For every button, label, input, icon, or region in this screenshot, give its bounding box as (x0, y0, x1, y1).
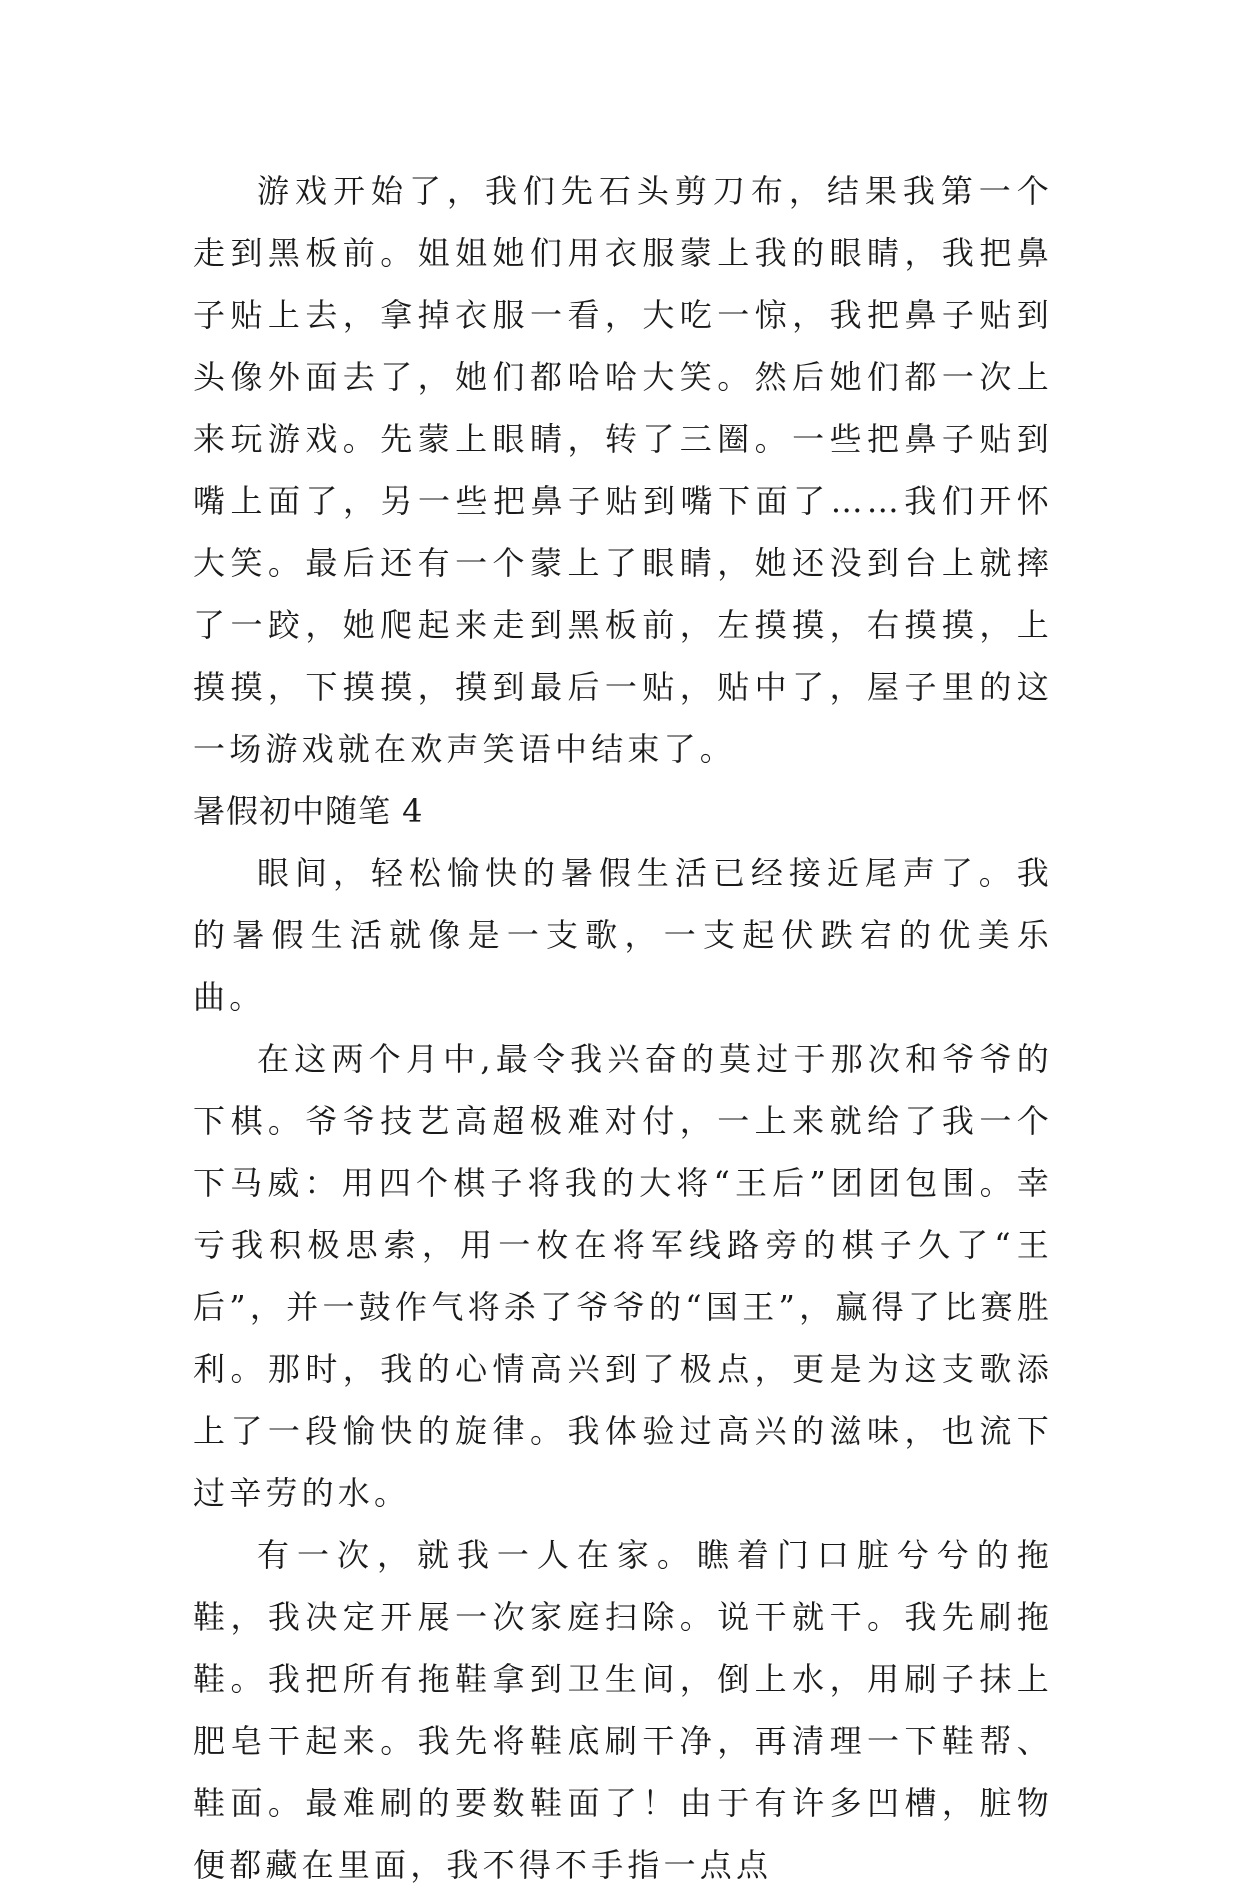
paragraph-chess: 在这两个月中,最令我兴奋的莫过于那次和爷爷的下棋。爷爷技艺高超极难对付，一上来就给了我一个下马威：用四个棋子将我的大将“王后”团团包围。幸亏我积极思索，用一枚在将军线路旁的棋子久了“王后”，并一鼓作气将杀了爷爷的“国王”，赢得了比赛胜利。那时，我的心情高兴到了极点，更是为这支歌添上了一段愉快的旋律。我体验过高兴的滋味，也流下过辛劳的水。 (193, 1040, 1053, 1512)
paragraph-game: 游戏开始了，我们先石头剪刀布，结果我第一个走到黑板前。姐姐她们用衣服蒙上我的眼睛，我把鼻子贴上去，拿掉衣服一看，大吃一惊，我把鼻子贴到头像外面去了，她们都哈哈大笑。然后她们都一次上来玩游戏。先蒙上眼睛，转了三圈。一些把鼻子贴到嘴上面了，另一些把鼻子贴到嘴下面了……我们开怀大笑。最后还有一个蒙上了眼睛，她还没到台上就摔了一跤，她爬起来走到黑板前，左摸摸，右摸摸，上摸摸，下摸摸，摸到最后一贴，贴中了，屋子里的这一场游戏就在欢声笑语中结束了。 (193, 172, 1053, 768)
paragraph-summer-intro: 眼间，轻松愉快的暑假生活已经接近尾声了。我的暑假生活就像是一支歌，一支起伏跌宕的优美乐曲。 (193, 854, 1053, 1016)
document-body (193, 160, 1053, 1896)
section-heading: 暑假初中随笔 4 (193, 792, 424, 830)
paragraph-cleaning: 有一次，就我一人在家。瞧着门口脏兮兮的拖鞋，我决定开展一次家庭扫除。说干就干。我先刷拖鞋。我把所有拖鞋拿到卫生间，倒上水，用刷子抹上肥皂干起来。我先将鞋底刷干净，再清理一下鞋帮、鞋面。最难刷的要数鞋面了！由于有许多凹槽，脏物便都藏在里面，我不得不手指一点点 (193, 1536, 1053, 1884)
